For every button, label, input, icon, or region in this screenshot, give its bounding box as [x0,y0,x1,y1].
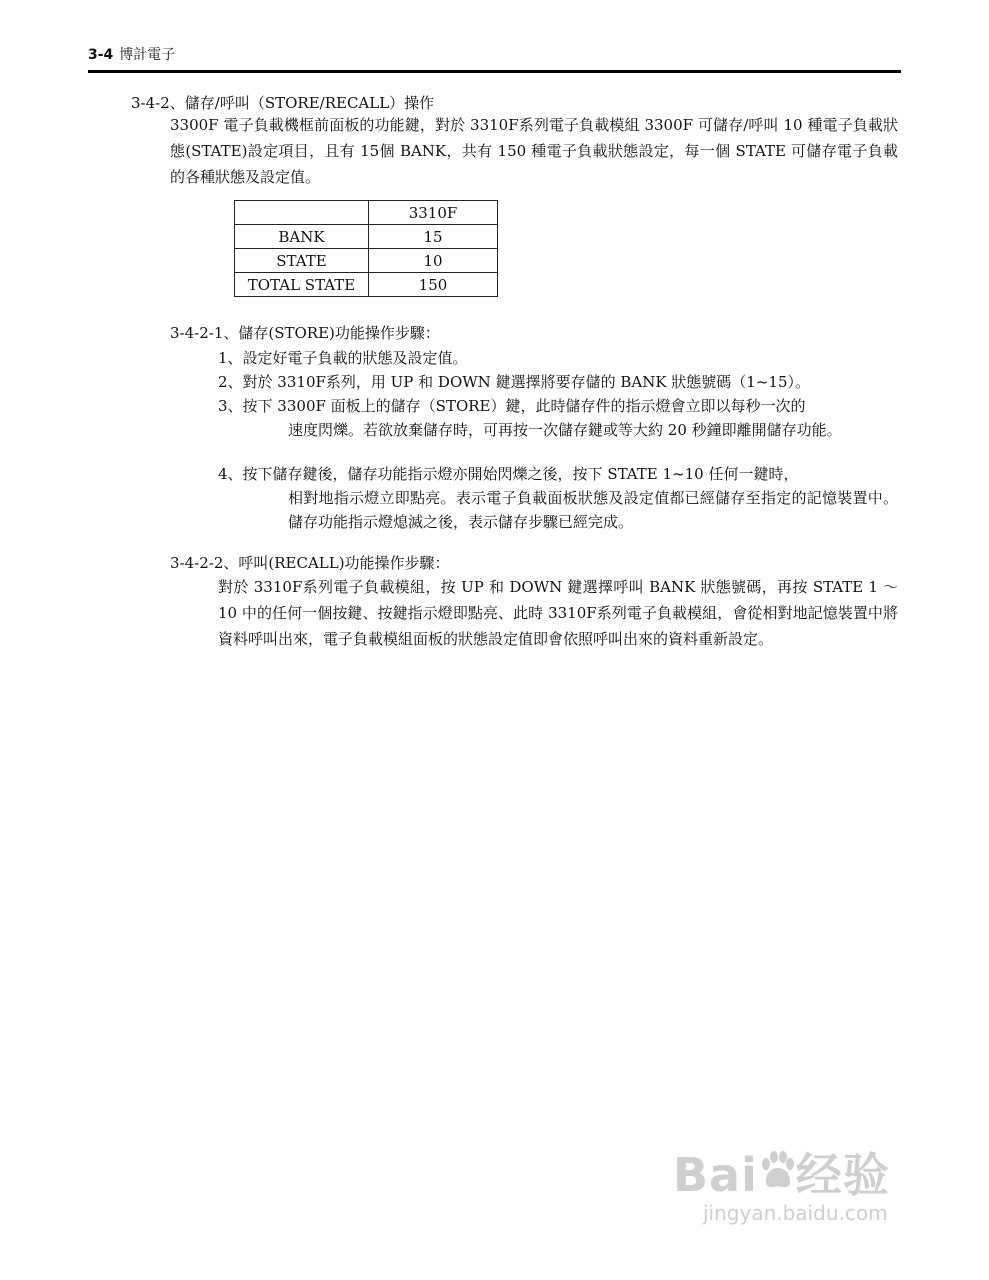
header-company: 博計電子 [119,47,176,63]
table-row [235,273,498,297]
watermark-url: jingyan.baidu.com [703,1201,888,1225]
store-step [218,462,898,534]
recall-paragraph: 對於 3310F系列電子負載模組，按 UP 和 DOWN 鍵選擇呼叫 BANK 狀態號碼，再按 STATE 1 ～ 10 中的任何一個按鍵、按鍵指示燈即點亮、此時 3310F系列電子負載模組，會從相對地記憶裝置中將資料呼叫出來，電子負載模組面板的狀態設定值即會依照呼叫出來的資料重新設定。 [218,578,898,648]
table-row [235,225,498,249]
store-step [218,394,898,442]
store-step-continuation: 相對地指示燈立即點亮。表示電子負載面板狀態及設定值都已經儲存至指定的記憶裝置中。儲存功能指示燈熄滅之後，表示儲存步驟已經完成。 [288,489,898,531]
table-cell: 150 [369,273,498,297]
watermark-logo-left: Bai [673,1148,758,1202]
table-cell: 15 [369,225,498,249]
page-header [88,44,901,73]
intro-paragraph: 3300F 電子負載機框前面板的功能鍵，對於 3310F系列電子負載模組 3300F 可儲存/呼叫 10 種電子負載狀態(STATE)設定項目，且有 15個 BANK，共有 150 種電子負載狀態設定，每一個 STATE 可儲存電子負載的各種狀態及設定值。 [170,116,898,186]
store-step-continuation: 速度閃爍。若欲放棄儲存時，可再按一次儲存鍵或等大約 20 秒鐘即離開儲存功能。 [288,421,842,439]
watermark-logo [673,1150,933,1200]
table-header-row [235,201,498,225]
store-step-text: 1、設定好電子負載的狀態及設定值。 [218,349,468,367]
header-page-number: 3-4 [88,47,114,63]
table-cell [235,201,369,225]
paw-icon [758,1150,796,1190]
recall-title: 3-4-2-2、呼叫(RECALL)功能操作步驟： [170,554,450,572]
spec-table [234,200,498,297]
store-step-text: 2、對於 3310F系列，用 UP 和 DOWN 鍵選擇將要存儲的 BANK 狀態號碼（1~15）。 [218,373,810,391]
store-step-text: 3、按下 3300F 面板上的儲存（STORE）鍵，此時儲存件的指示燈會立即以每秒一次的 [218,397,806,415]
baidu-watermark [673,1150,933,1240]
store-step-text: 4、按下儲存鍵後，儲存功能指示燈亦開始閃爍之後，按下 STATE 1~10 任何一鍵時， [218,465,799,483]
store-step [218,370,898,394]
watermark-logo-right: 经验 [795,1148,890,1202]
table-cell: BANK [235,225,369,249]
table-cell: 10 [369,249,498,273]
table-row [235,249,498,273]
store-step [218,346,898,370]
table-cell: STATE [235,249,369,273]
table-cell: TOTAL STATE [235,273,369,297]
section-title: 3-4-2、儲存/呼叫（STORE/RECALL）操作 [131,94,435,112]
table-cell: 3310F [369,201,498,225]
store-title: 3-4-2-1、儲存(STORE)功能操作步驟： [170,324,440,342]
